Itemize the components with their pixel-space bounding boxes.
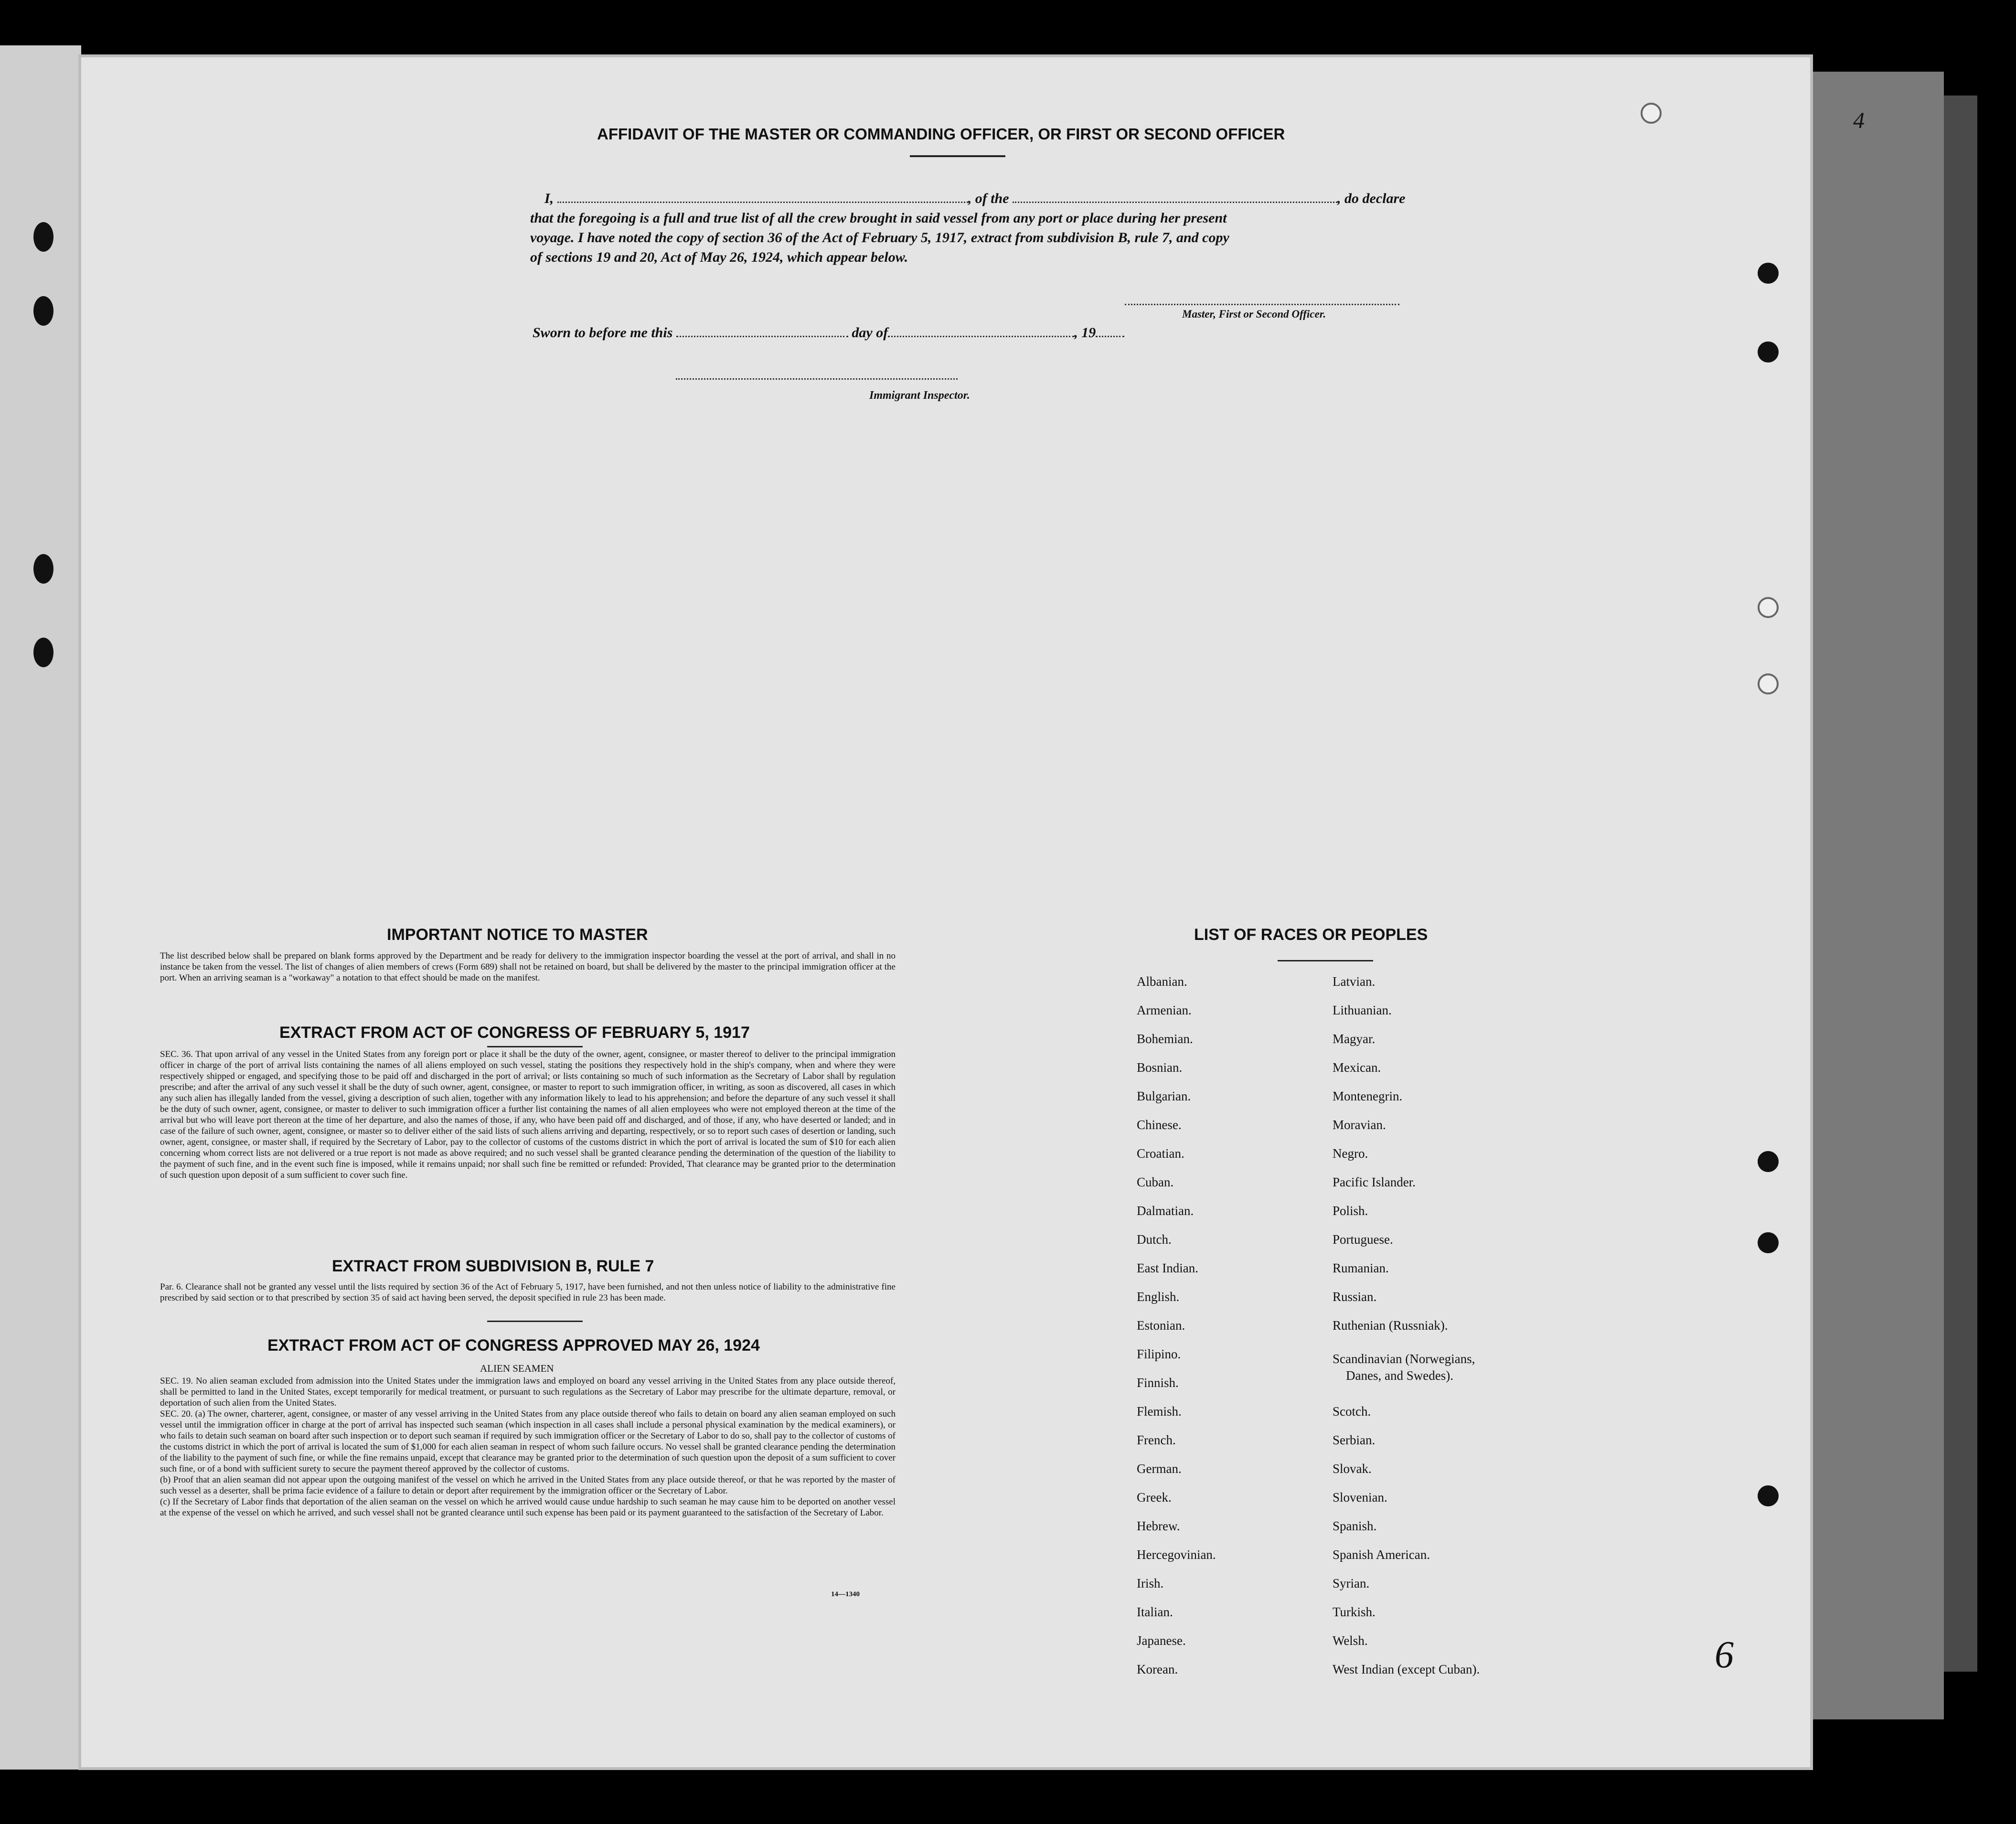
race-item: Spanish American. <box>1333 1547 1430 1562</box>
race-item: Danes, and Swedes). <box>1346 1368 1453 1383</box>
race-item: Portuguese. <box>1333 1232 1393 1247</box>
extract-1917-text: SEC. 36. That upon arrival of any vessel in the United States from any foreign port or place it shall be the duty of the owner, agent, consignee, or master thereof to deliver to the principal immigration officer in charge of the port of arrival lists containing the names of all aliens employed on such vessel, stating the positions they respectively hold in the ship's company, when and where they were respectively shipped or engaged, and specifying those to be paid off and discharged in the port of arrival; or lists containing so much of such information as the Secretary of Labor shall by regulation prescribe; and after the arrival of any such vessel it shall be the duty of such owner, agent, consignee, or master to report to such immigration officer, in writing, as soon as discovered, all cases in which any such alien has illegally landed from the vessel, giving a description of such alien, together with any information likely to lead to his apprehension; and before the departure of any such vessel it shall be the duty of such owner, agent, consignee, or master to deliver to such immigration officer a further list containing the names of all alien employees who were not employed thereon at the time of the arrival but who will leave port thereon at the time of her departure, and also the names of those, if any, who have been paid off and discharged, and of those, if any, who have deserted or landed; and in case of the failure of such owner, agent, consignee, or master so to deliver either of the said lists of such aliens arriving and departing, respectively, or so to report such cases of desertion or landing, such owner, agent, consignee, or master shall, if required by the Secretary of Labor, pay to the collector of customs of the customs district in which the port of arrival is located the sum of $10 for each alien concerning whom correct lists are not delivered or a true report is not made as above required; and no such vessel shall be granted clearance pending the determination of the question of the liability to the payment of such fine, and in the event such fine is imposed, while it remains unpaid; nor shall such fine be remitted or refunded: Provided, That clearance may be granted prior to the determination of such question upon deposit of a sum sufficient to cover such fine. <box>160 1049 896 1180</box>
race-item: Filipino. <box>1137 1347 1181 1361</box>
form-number: 14—1340 <box>831 1590 860 1598</box>
extract-1917-title: EXTRACT FROM ACT OF CONGRESS OF FEBRUARY 5, 1917 <box>279 1024 750 1042</box>
declaration-line <box>530 189 1433 208</box>
race-item: Italian. <box>1137 1605 1173 1619</box>
race-item: English. <box>1137 1290 1180 1304</box>
adjacent-page-edge <box>1810 72 1944 1719</box>
affidavit-body <box>530 189 1433 267</box>
races-title-rule <box>1278 960 1373 961</box>
race-item: Turkish. <box>1333 1605 1376 1619</box>
race-item: Latvian. <box>1333 974 1376 989</box>
punch-ring <box>1641 103 1662 124</box>
race-item: Albanian. <box>1137 974 1187 989</box>
section-rule <box>487 1321 583 1322</box>
extract-1924-title: EXTRACT FROM ACT OF CONGRESS APPROVED MAY 26, 1924 <box>267 1336 760 1355</box>
title-rule <box>910 155 1005 157</box>
page-shadow <box>1944 96 1977 1672</box>
race-item: Negro. <box>1333 1146 1368 1161</box>
race-item: Cuban. <box>1137 1175 1174 1189</box>
race-item: Dalmatian. <box>1137 1204 1194 1218</box>
race-item: Mexican. <box>1333 1060 1381 1075</box>
punch-ring <box>1758 673 1779 694</box>
binder-hole <box>33 296 53 326</box>
day-of-label: day of <box>852 325 888 341</box>
race-item: Serbian. <box>1333 1433 1376 1447</box>
race-item: Dutch. <box>1137 1232 1172 1247</box>
vessel-name-field[interactable] <box>1013 202 1337 203</box>
affidavit-title: AFFIDAVIT OF THE MASTER OR COMMANDING OFFICER, OR FIRST OR SECOND OFFICER <box>597 125 1285 143</box>
master-signature-line[interactable] <box>1125 304 1399 305</box>
rule7-title: EXTRACT FROM SUBDIVISION B, RULE 7 <box>332 1257 654 1275</box>
race-item: Montenegrin. <box>1333 1089 1403 1103</box>
race-item: Scotch. <box>1333 1404 1371 1419</box>
race-item: Rumanian. <box>1333 1261 1389 1275</box>
race-item: Scandinavian (Norwegians, <box>1333 1352 1475 1366</box>
race-item: Welsh. <box>1333 1633 1368 1648</box>
punch-dot <box>1758 1485 1779 1506</box>
race-item: Croatian. <box>1137 1146 1184 1161</box>
punch-dot <box>1758 341 1779 363</box>
race-item: Chinese. <box>1137 1118 1182 1132</box>
margin-mark: 6 <box>1715 1634 1734 1676</box>
race-item: Syrian. <box>1333 1576 1370 1590</box>
punch-dot <box>1758 1151 1779 1172</box>
sworn-day-field[interactable] <box>676 336 848 337</box>
inspector-signature-label: Immigrant Inspector. <box>869 389 970 402</box>
race-item: Bulgarian. <box>1137 1089 1191 1103</box>
extract-1924-body <box>160 1376 896 1518</box>
race-item: West Indian (except Cuban). <box>1333 1662 1480 1676</box>
sec-20b-text: (b) Proof that an alien seaman did not appear upon the outgoing manifest of the vessel on which he arrived in the United States from any place outside thereof, or that he was reported by the master of such vessel as a deserter, shall be prima facie evidence of a failure to detain or deport after requirement by the immigration officer or the Secretary of Labor. <box>160 1475 896 1496</box>
of-the-label: , of the <box>968 191 1009 206</box>
margin-mark: 4 <box>1853 108 1865 133</box>
race-item: Slovak. <box>1333 1461 1372 1476</box>
race-item: Spanish. <box>1333 1519 1377 1533</box>
declaration-text: that the foregoing is a full and true list of all the crew brought in said vessel from any port or place during her present <box>530 210 1227 226</box>
section-rule <box>487 1046 583 1047</box>
race-item: Bosnian. <box>1137 1060 1183 1075</box>
race-item: Lithuanian. <box>1333 1003 1392 1017</box>
notice-title: IMPORTANT NOTICE TO MASTER <box>387 926 648 944</box>
sworn-label: Sworn to before me this <box>533 325 673 341</box>
race-item: Russian. <box>1333 1290 1377 1304</box>
rule7-text: Par. 6. Clearance shall not be granted any vessel until the lists required by section 36 of the Act of February 5, 1917, have been furnished, and not then unless notice of liability to the administrative fine prescribed by said section or to that prescribed by section 35 of said act having been served, the deposit specified in rule 23 has been made. <box>160 1282 896 1303</box>
race-item: Estonian. <box>1137 1318 1185 1333</box>
race-item: Korean. <box>1137 1662 1178 1676</box>
race-item: Japanese. <box>1137 1633 1186 1648</box>
race-item: Hebrew. <box>1137 1519 1180 1533</box>
race-item: German. <box>1137 1461 1182 1476</box>
race-item: Moravian. <box>1333 1118 1386 1132</box>
binder-hole <box>33 554 53 584</box>
notice-text: The list described below shall be prepared on blank forms approved by the Department and be ready for delivery to the immigration inspector boarding the vessel at the port of arrival, and shall in no instance be taken from the vessel. The list of changes of alien members of crews (Form 689) shall not be retained on board, but shall be delivered by the master to the principal immigration officer at the port. When an arriving seaman is a "workaway" a notation to that effect should be made on the manifest. <box>160 951 896 983</box>
punch-dot <box>1758 1232 1779 1253</box>
race-item: Finnish. <box>1137 1376 1179 1390</box>
race-item: Slovenian. <box>1333 1490 1387 1504</box>
race-item: Magyar. <box>1333 1032 1376 1046</box>
declarant-i: I, <box>544 191 554 206</box>
race-item: East Indian. <box>1137 1261 1198 1275</box>
alien-seamen-subtitle: ALIEN SEAMEN <box>480 1363 554 1374</box>
declarant-name-field[interactable] <box>557 202 968 203</box>
race-item: Flemish. <box>1137 1404 1182 1419</box>
sworn-line <box>533 325 1124 341</box>
master-signature-label: Master, First or Second Officer. <box>1182 308 1326 320</box>
sworn-year-field[interactable] <box>1096 336 1124 337</box>
sec-20a-text: SEC. 20. (a) The owner, charterer, agent, consignee, or master of any vessel arriving in the United States from any place outside thereof who fails to detain on board any alien seaman employed on such vessel until the immigration officer in charge at the port of arrival has inspected such seaman (which inspection in all cases shall include a personal physical examination by the medical examiners), or who fails to detain such seaman on board after such inspection or to deport such seaman if required by such immigration officer or the Secretary of Labor to do so, shall pay to the collector of customs of the customs district in which the port of arrival is located the sum of $1,000 for each alien seaman in respect of whom such failure occurs. No vessel shall be granted clearance pending the determination of the liability to the payment of such fine, or while the fine remains unpaid, except that clearance may be granted prior to the determination of such question upon the deposit of a sum sufficient to cover such fine, or of a bond with sufficient surety to secure the payment thereof approved by the collector of customs. <box>160 1409 896 1474</box>
race-item: Polish. <box>1333 1204 1368 1218</box>
races-title: LIST OF RACES OR PEOPLES <box>1194 926 1428 944</box>
race-item: Ruthenian (Russniak). <box>1333 1318 1448 1333</box>
race-item: Hercegovinian. <box>1137 1547 1216 1562</box>
sec-19-text: SEC. 19. No alien seaman excluded from admission into the United States under the immigration laws and employed on board any vessel arriving in the United States from any place outside thereof, shall be permitted to land in the United States, except temporarily for medical treatment, or pursuant to such regulations as the Secretary of Labor may prescribe for the ultimate departure, removal, or deportation of such alien from the United States. <box>160 1376 896 1408</box>
year-label: , 19 <box>1074 325 1096 341</box>
race-item: Pacific Islander. <box>1333 1175 1416 1189</box>
race-item: Greek. <box>1137 1490 1172 1504</box>
sec-20c-text: (c) If the Secretary of Labor finds that deportation of the alien seaman on the vessel on which he arrived would cause undue hardship to such seaman he may cause him to be deported on another vessel at the expense of the vessel on which he arrived, and such vessel shall not be granted clearance until such expense has been paid or its payment guaranteed to the satisfaction of the Secretary of Labor. <box>160 1497 896 1518</box>
binder-hole <box>33 638 53 667</box>
race-item: French. <box>1137 1433 1176 1447</box>
race-item: Bohemian. <box>1137 1032 1193 1046</box>
declaration-text: voyage. I have noted the copy of section 36 of the Act of February 5, 1917, extract from subdivision B, rule 7, and copy <box>530 230 1229 245</box>
sworn-month-field[interactable] <box>888 336 1074 337</box>
punch-ring <box>1758 597 1779 618</box>
declaration-text: of sections 19 and 20, Act of May 26, 1924, which appear below. <box>530 249 908 265</box>
inspector-signature-line[interactable] <box>676 378 958 380</box>
declare-label: , do declare <box>1337 191 1406 206</box>
punch-dot <box>1758 263 1779 284</box>
race-item: Irish. <box>1137 1576 1164 1590</box>
binder-hole <box>33 222 53 252</box>
race-item: Armenian. <box>1137 1003 1192 1017</box>
